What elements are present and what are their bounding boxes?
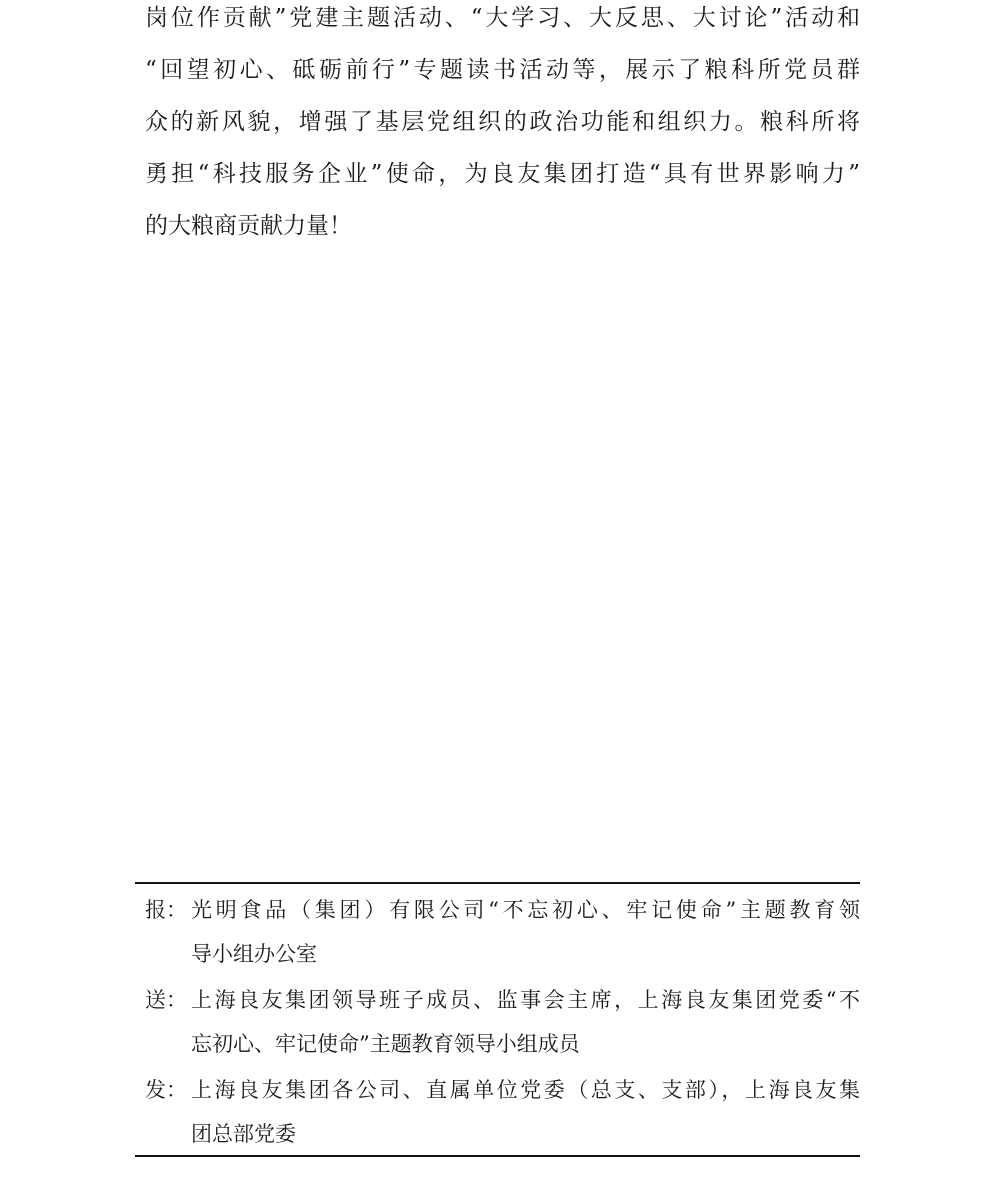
top-rule bbox=[135, 882, 860, 884]
issue-line-2: 团总部党委 bbox=[191, 1122, 296, 1146]
bottom-rule bbox=[135, 1155, 860, 1157]
body-line-3: 众的新风貌，增强了基层党组织的政治功能和组织力。粮科所将 bbox=[145, 109, 860, 135]
send-line-2: 忘初心、牢记使命”主题教育领导小组成员 bbox=[191, 1032, 580, 1056]
send-line-1: 上海良友集团领导班子成员、监事会主席，上海良友集团党委“不 bbox=[191, 988, 860, 1012]
issue-line-1: 上海良友集团各公司、直属单位党委（总支、支部），上海良友集 bbox=[191, 1078, 860, 1102]
send-label: 送： bbox=[145, 988, 187, 1012]
send-entry bbox=[145, 978, 860, 1066]
body-line-1: 岗位作贡献”党建主题活动、“大学习、大反思、大讨论”活动和 bbox=[145, 5, 860, 31]
body-line-2: “回望初心、砥砺前行”专题读书活动等，展示了粮科所党员群 bbox=[145, 57, 860, 83]
issue-label: 发： bbox=[145, 1078, 187, 1102]
body-paragraph bbox=[145, 0, 860, 260]
distribution-block bbox=[135, 882, 860, 1157]
issue-entry bbox=[145, 1068, 860, 1156]
report-line-2: 导小组办公室 bbox=[191, 942, 317, 966]
body-line-4: 勇担“科技服务企业”使命，为良友集团打造“具有世界影响力” bbox=[145, 161, 860, 187]
body-line-5: 的大粮商贡献力量！ bbox=[145, 213, 352, 239]
report-entry bbox=[145, 888, 860, 976]
report-line-1: 光明食品（集团）有限公司“不忘初心、牢记使命”主题教育领 bbox=[191, 898, 860, 922]
report-label: 报： bbox=[145, 898, 187, 922]
